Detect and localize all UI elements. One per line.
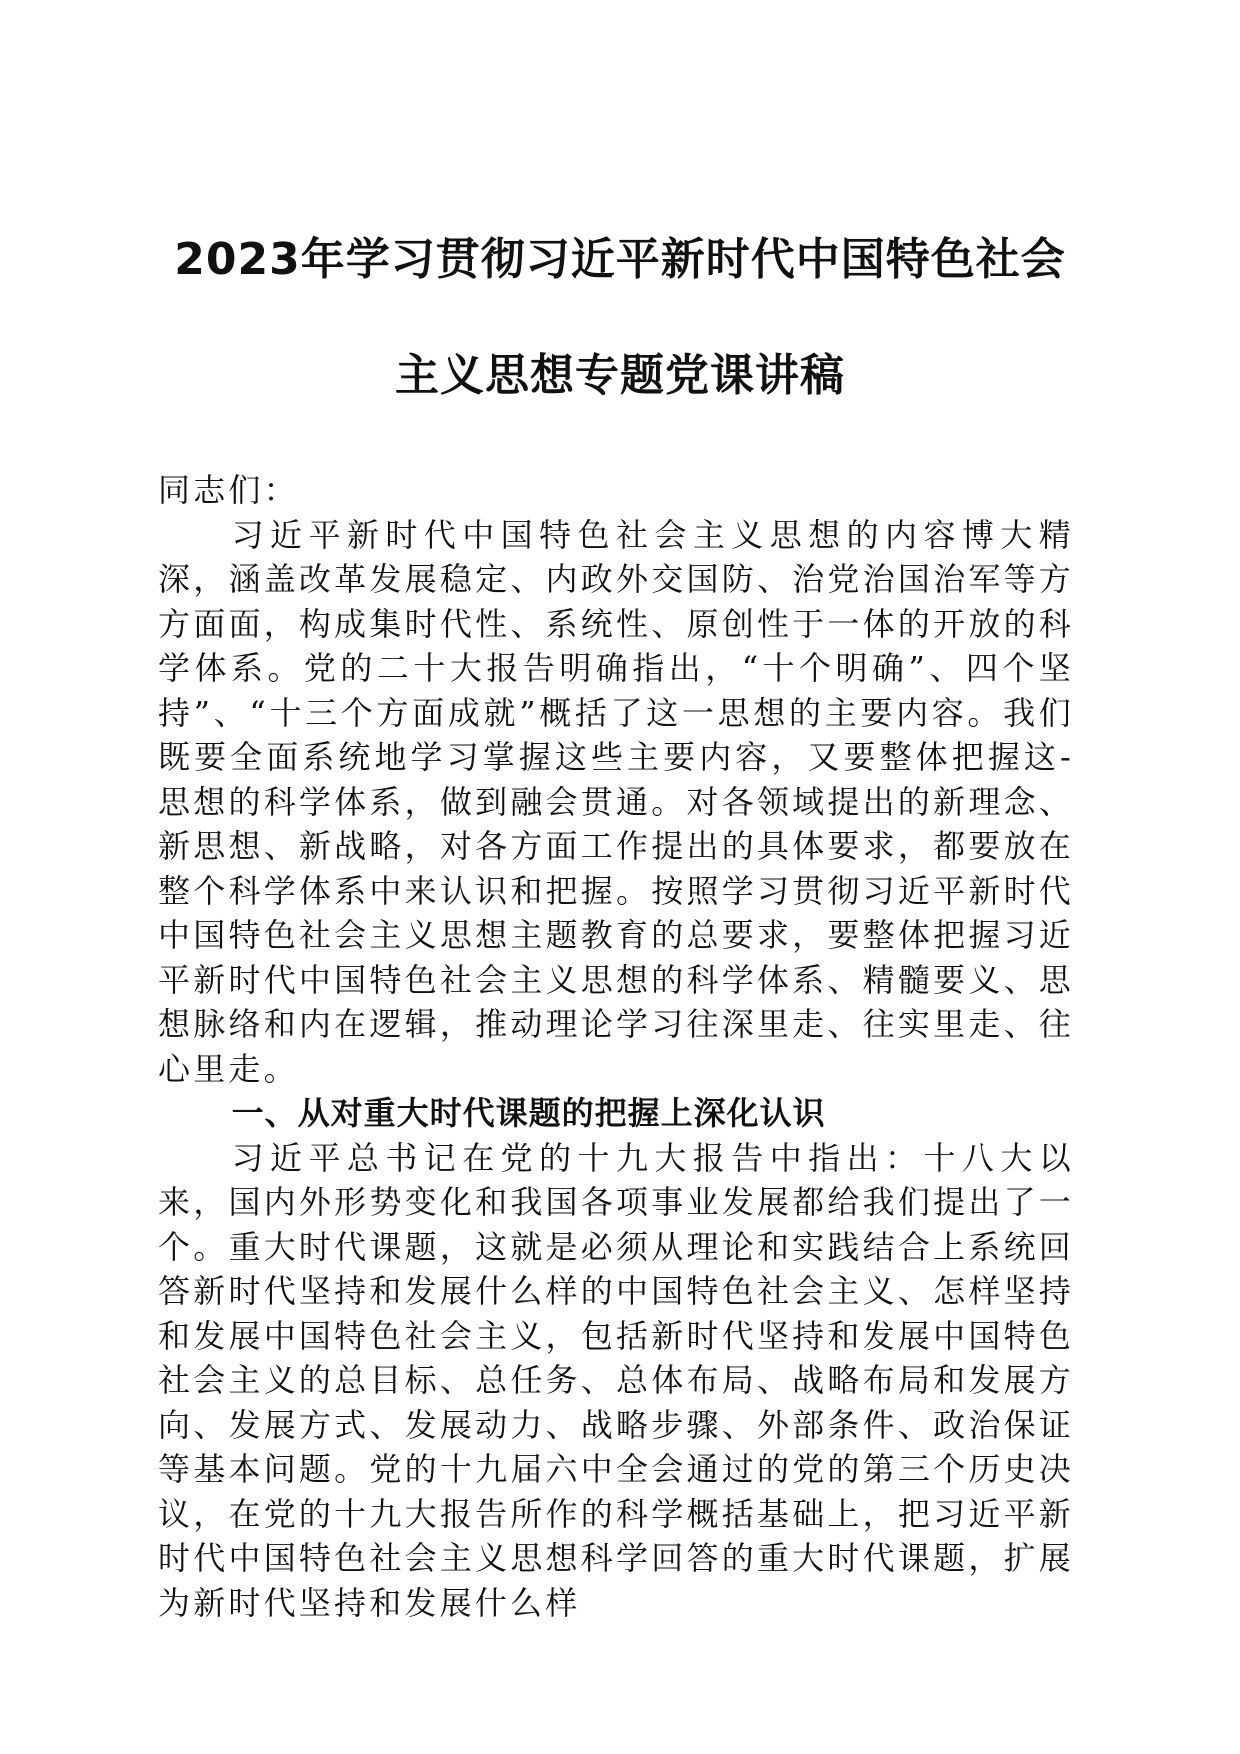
paragraph-intro: 习近平新时代中国特色社会主义思想的内容博大精深，涵盖改革发展稳定、内政外交国防、治党治国治军等方方面面，构成集时代性、系统性、原创性于一体的开放的科学体系。党的二十大报告明确指出，“十个明确”、四个坚持”、“十三个方面成就”概括了这一思想的主要内容。我们既要全面系统地学习掌握这些主要内容，又要整体把握这-思想的科学体系，做到融会贯通。对各领域提出的新理念、新思想、新战略，对各方面工作提出的具体要求，都要放在整个科学体系中来认识和把握。按照学习贯彻习近平新时代中国特色社会主义思想主题教育的总要求，要整体把握习近平新时代中国特色社会主义思想的科学体系、精髓要义、思想脉络和内在逻辑，推动理论学习往深里走、往实里走、往心里走。 — [158, 515, 1074, 1088]
document-title-line-1: 2023年学习贯彻习近平新时代中国特色社会 — [174, 234, 1066, 285]
section-heading-1: 一、从对重大时代课题的把握上深化认识 — [231, 1094, 826, 1132]
paragraph-section-1: 习近平总书记在党的十九大报告中指出：十八大以来，国内外形势变化和我国各项事业发展都给我们提出了一个。重大时代课题，这就是必须从理论和实践结合上系统回答新时代坚持和发展什么样的中国特色社会主义、怎样坚持和发展中国特色社会主义，包括新时代坚持和发展中国特色社会主义的总目标、总任务、总体布局、战略布局和发展方向、发展方式、发展动力、战略步骤、外部条件、政治保证等基本问题。党的十九届六中全会通过的党的第三个历史决议，在党的十九大报告所作的科学概括基础上，把习近平新时代中国特色社会主义思想科学回答的重大时代课题，扩展为新时代坚持和发展什么样 — [158, 1138, 1074, 1622]
document-body — [158, 468, 1074, 1625]
document-title-line-2: 主义思想专题党课讲稿 — [395, 350, 845, 401]
salutation: 同志们： — [158, 471, 299, 509]
